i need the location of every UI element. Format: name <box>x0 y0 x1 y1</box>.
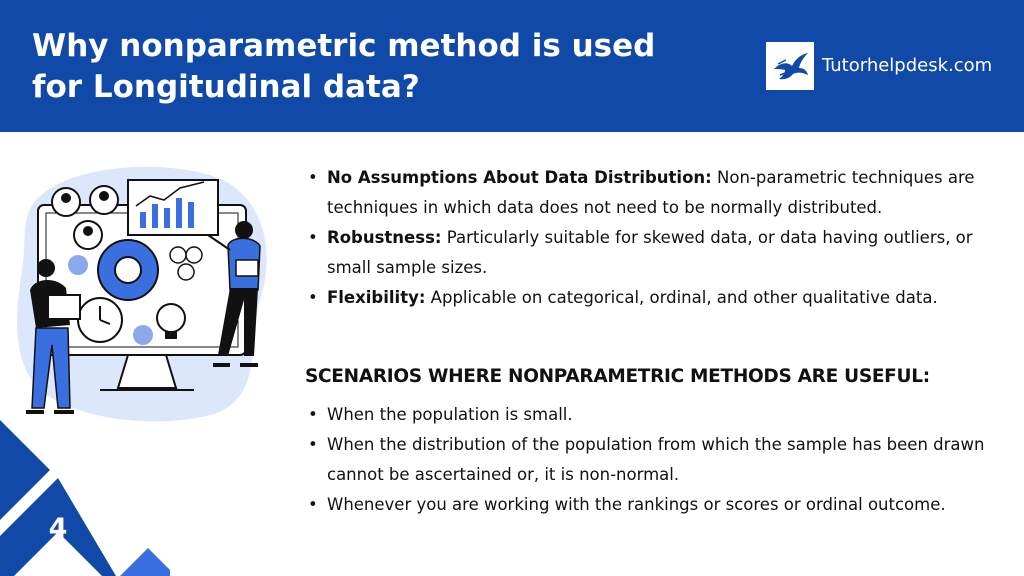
section-heading: SCENARIOS WHERE NONPARAMETRIC METHODS ARE USEFUL: <box>305 366 930 387</box>
list-item: • Whenever you are working with the rankings or scores or ordinal outcome. <box>306 490 1006 520</box>
list-item: • When the distribution of the population from which the sample has been drawn cannot be ascertained or, it is non-normal. <box>306 430 1006 490</box>
data-analysis-illustration <box>8 160 278 425</box>
advantages-list <box>306 163 1006 313</box>
corner-decoration <box>0 420 170 576</box>
bullet-term: No Assumptions About Data Distribution: <box>327 168 712 187</box>
list-item: • When the population is small. <box>306 400 1006 430</box>
title-line-2: for Longitudinal data? <box>32 69 420 105</box>
bullet-text: Applicable on categorical, ordinal, and other qualitative data. <box>425 288 938 307</box>
bullet-term: Robustness: <box>327 228 442 247</box>
logo-bird-icon <box>766 42 814 90</box>
scenarios-list <box>306 400 1006 520</box>
bullet-text: Particularly suitable for skewed data, or data having outliers, or small sample sizes. <box>327 228 973 277</box>
title-line-1: Why nonparametric method is used <box>32 28 656 64</box>
header-bar <box>0 0 1024 132</box>
page-title <box>32 26 732 108</box>
list-item <box>306 283 1006 313</box>
brand-name: Tutorhelpdesk.com <box>822 55 993 76</box>
list-item <box>306 223 1006 283</box>
bullet-term: Flexibility: <box>327 288 426 307</box>
list-item <box>306 163 1006 223</box>
bullet-text: Non-parametric techniques are techniques in which data does not need to be normally distributed. <box>327 168 975 217</box>
page-number: 4 <box>48 513 68 544</box>
